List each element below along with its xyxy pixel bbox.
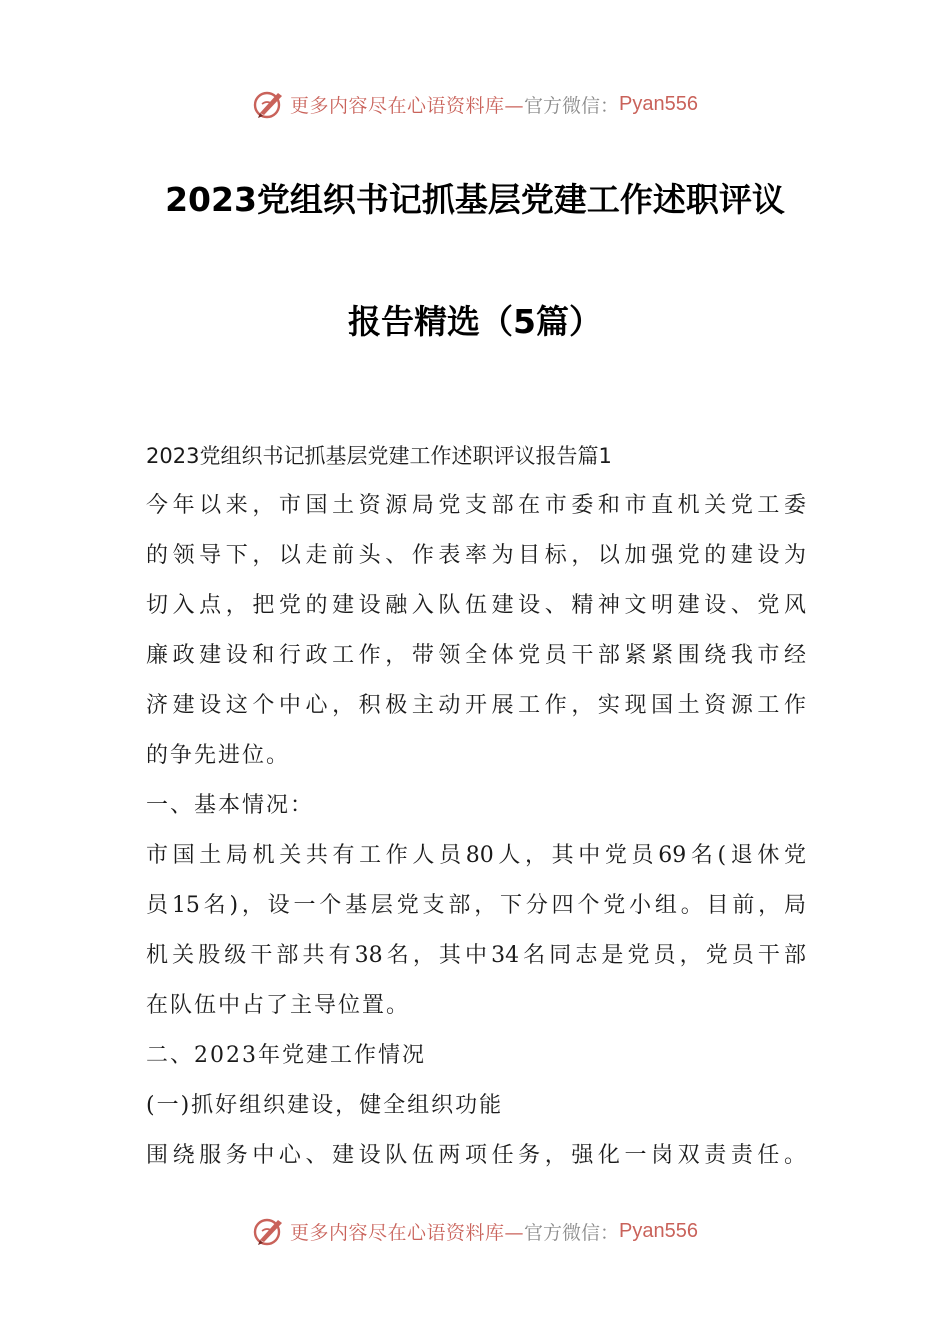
- pen-logo-icon: [252, 87, 286, 121]
- section-heading: 2023党组织书记抓基层党建工作述职评议报告篇1: [146, 444, 612, 468]
- body-line: 廉政建设和行政工作，带领全体党员干部紧紧围绕我市经: [146, 643, 806, 668]
- pen-logo-icon: [252, 1214, 286, 1248]
- watermark-header: [0, 84, 950, 124]
- watermark-wechat-id: Pyan556: [619, 92, 698, 115]
- watermark-contact-label: 官方微信：: [524, 1221, 620, 1244]
- body-line: 在队伍中占了主导位置。: [146, 993, 411, 1018]
- body-line: 围绕服务中心、建设队伍两项任务，强化一岗双责责任。: [146, 1143, 806, 1168]
- watermark-contact-label: 官方微信：: [524, 94, 620, 117]
- body-line: 市国土局机关共有工作人员80人，其中党员69名(退休党: [146, 843, 806, 868]
- subsection-heading: 二、2023年党建工作情况: [146, 1043, 426, 1068]
- document-body: [146, 431, 806, 1181]
- body-line: 的争先进位。: [146, 743, 291, 768]
- body-line: 济建设这个中心，积极主动开展工作，实现国土资源工作: [146, 693, 806, 718]
- body-line: 切入点，把党的建设融入队伍建设、精神文明建设、党风: [146, 593, 806, 618]
- subsection-heading: 一、基本情况：: [146, 793, 315, 818]
- body-line: 员15名)，设一个基层党支部，下分四个党小组。目前，局: [146, 893, 806, 918]
- watermark-text: 更多内容尽在心语资料库—: [290, 1221, 525, 1244]
- body-line: 的领导下，以走前头、作表率为目标，以加强党的建设为: [146, 543, 806, 568]
- subsection-heading: (一)抓好组织建设，健全组织功能: [146, 1093, 504, 1118]
- watermark-text: 更多内容尽在心语资料库—: [290, 94, 525, 117]
- body-line: 今年以来，市国土资源局党支部在市委和市直机关党工委: [146, 493, 806, 518]
- watermark-footer: [0, 1211, 950, 1251]
- watermark-wechat-id: Pyan556: [619, 1219, 698, 1242]
- body-line: 机关股级干部共有38名，其中34名同志是党员，党员干部: [146, 943, 806, 968]
- document-title-line-2: 报告精选（5篇）: [348, 302, 602, 341]
- document-title-line-1: 2023党组织书记抓基层党建工作述职评议: [165, 180, 785, 219]
